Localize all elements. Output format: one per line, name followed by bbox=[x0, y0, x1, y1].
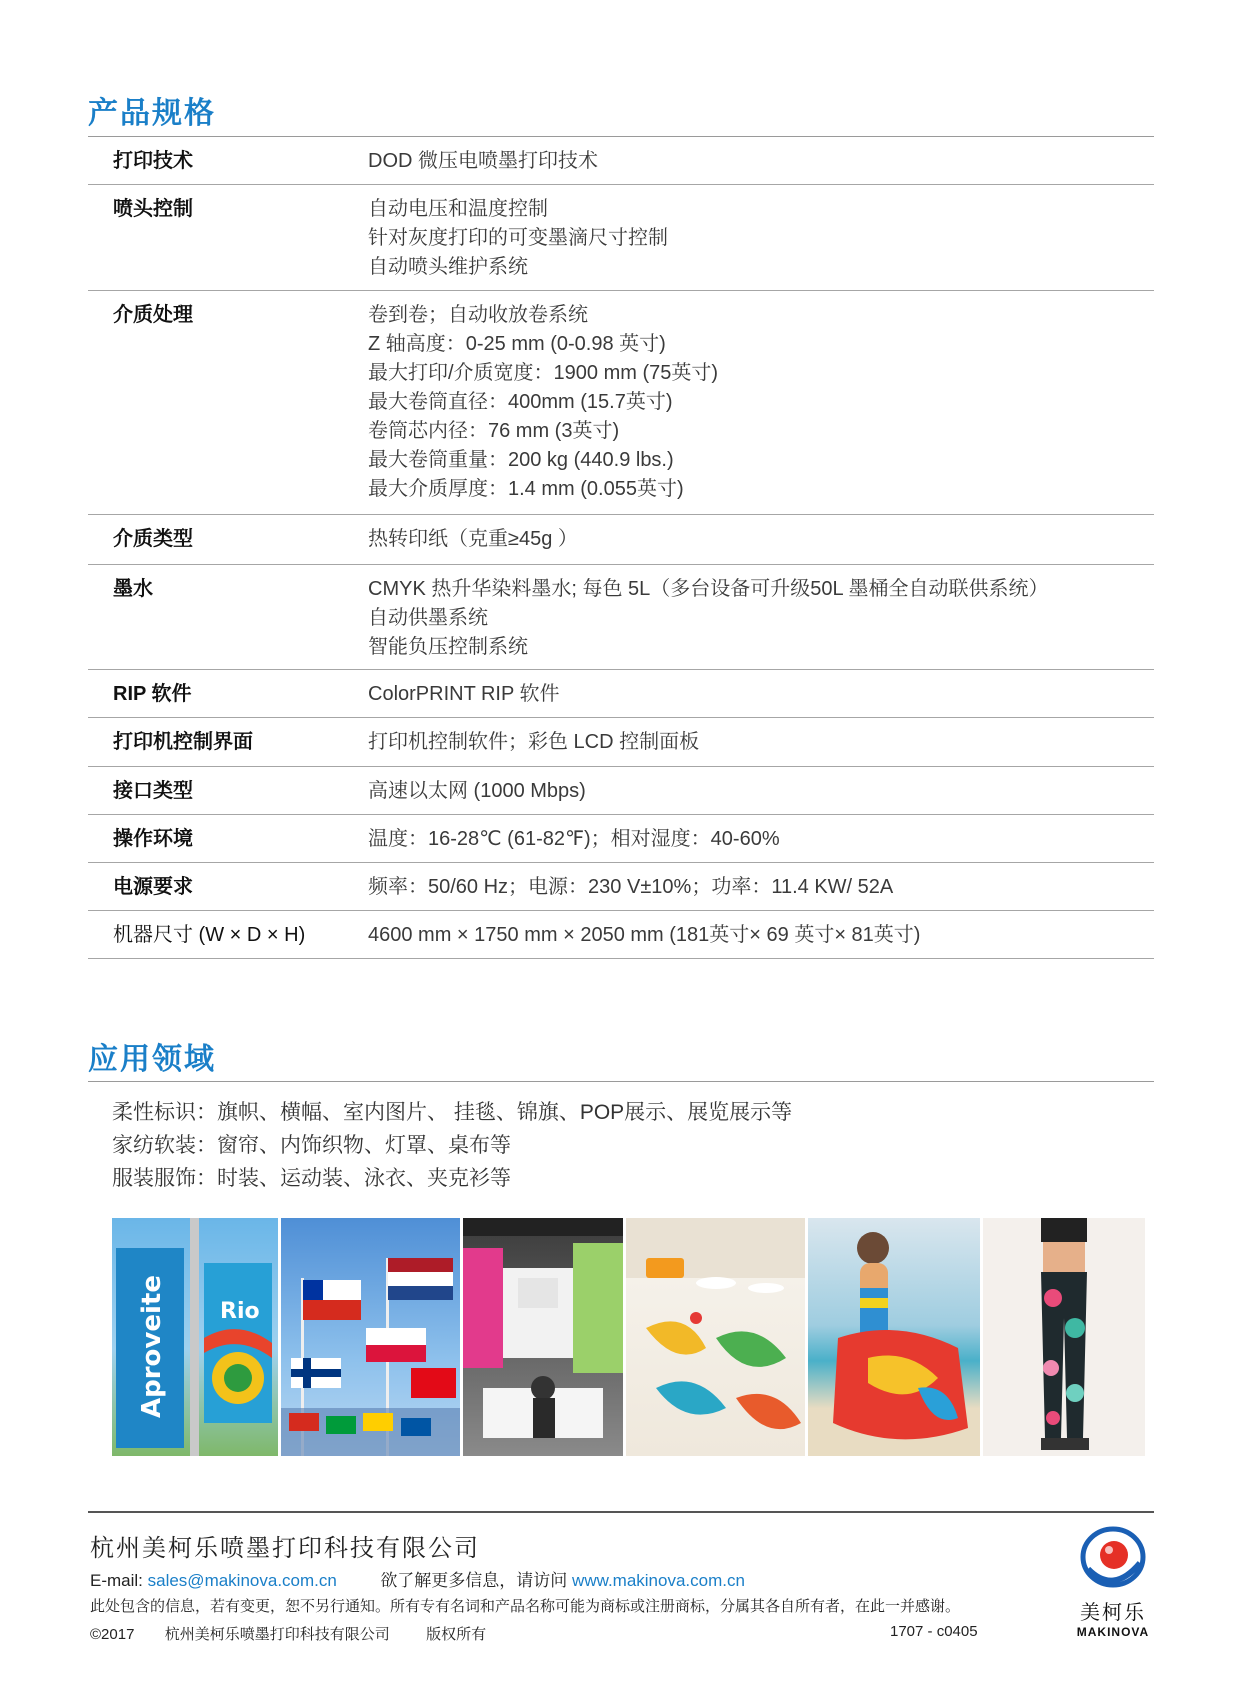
spec-values bbox=[368, 825, 1154, 862]
spec-values bbox=[368, 575, 1154, 669]
spec-label: 操作环境 bbox=[113, 828, 193, 850]
spec-value: 卷到卷；自动收放卷系统 bbox=[368, 304, 588, 326]
logo-icon bbox=[1078, 1525, 1148, 1589]
specs-title: 产品规格 bbox=[88, 97, 216, 130]
spec-label: 打印技术 bbox=[113, 150, 193, 172]
disclaimer: 此处包含的信息，若有变更，恕不另行通知。所有专有名词和产品名称可能为商标或注册商标，分属其各自所有者，在此一并感谢。 bbox=[90, 1598, 961, 1615]
spec-row bbox=[88, 565, 1154, 670]
spec-value: 最大卷筒直径：400mm (15.7英寸) bbox=[368, 391, 673, 413]
banner-text-left: Aproveite bbox=[137, 1275, 167, 1418]
banner-illustration bbox=[112, 1218, 278, 1456]
email-link[interactable]: sales@makinova.com.cn bbox=[147, 1571, 337, 1590]
spec-value: CMYK 热升华染料墨水; 每色 5L（多台设备可升级50L 墨桶全自动联供系统） bbox=[368, 578, 1049, 600]
spec-table bbox=[88, 137, 1154, 959]
spec-values bbox=[368, 301, 1154, 514]
spec-value: 自动喷头维护系统 bbox=[368, 256, 528, 278]
spec-label: 喷头控制 bbox=[113, 198, 193, 220]
spec-label: 打印机控制界面 bbox=[113, 731, 253, 753]
spec-values bbox=[368, 921, 1154, 958]
logo-text-en: MAKINOVA bbox=[1076, 1625, 1150, 1639]
spec-value: 针对灰度打印的可变墨滴尺寸控制 bbox=[368, 227, 668, 249]
contact-line bbox=[90, 1566, 745, 1591]
photo-leggings bbox=[983, 1218, 1145, 1456]
spec-row bbox=[88, 670, 1154, 718]
spec-row bbox=[88, 515, 1154, 565]
more-info-text: 欲了解更多信息，请访问 bbox=[380, 1571, 573, 1590]
spec-label: 介质类型 bbox=[113, 528, 193, 550]
spec-values bbox=[368, 195, 1154, 290]
application-item: 柔性标识：旗帜、横幅、室内图片、 挂毯、锦旗、POP展示、展览展示等 bbox=[112, 1101, 793, 1124]
spec-value: DOD 微压电喷墨打印技术 bbox=[368, 150, 598, 172]
copyright-year: ©2017 bbox=[90, 1626, 135, 1643]
spec-label: 墨水 bbox=[113, 578, 153, 600]
application-list bbox=[112, 1096, 792, 1195]
copyright-company: 杭州美柯乐喷墨打印科技有限公司 bbox=[164, 1626, 390, 1643]
photo-tablecloth bbox=[626, 1218, 805, 1456]
document-code: 1707 - c0405 bbox=[890, 1623, 978, 1640]
spec-value: ColorPRINT RIP 软件 bbox=[368, 683, 560, 705]
footer-rule bbox=[88, 1511, 1154, 1513]
spec-label: 介质处理 bbox=[113, 304, 193, 326]
copyright-line bbox=[90, 1623, 990, 1644]
website-link[interactable]: www.makinova.com.cn bbox=[572, 1571, 745, 1590]
company-name: 杭州美柯乐喷墨打印科技有限公司 bbox=[90, 1535, 480, 1562]
application-item: 服装服饰：时装、运动装、泳衣、夹克衫等 bbox=[112, 1167, 511, 1190]
spec-value: 最大卷筒重量：200 kg (440.9 lbs.) bbox=[368, 449, 674, 471]
spec-value: Z 轴高度：0-25 mm (0-0.98 英寸) bbox=[368, 333, 666, 355]
spec-value: 高速以太网 (1000 Mbps) bbox=[368, 780, 586, 802]
spec-value: 热转印纸（克重≥45g ） bbox=[368, 528, 578, 550]
spec-row bbox=[88, 137, 1154, 185]
spec-value: 4600 mm × 1750 mm × 2050 mm (181英寸× 69 英寸× 81英寸) bbox=[368, 924, 921, 946]
makinova-logo bbox=[1068, 1525, 1158, 1639]
spec-values bbox=[368, 777, 1154, 814]
copyright-rights: 版权所有 bbox=[426, 1626, 487, 1643]
spec-value: 智能负压控制系统 bbox=[368, 636, 528, 658]
spec-values bbox=[368, 147, 1154, 184]
spec-value: 自动供墨系统 bbox=[368, 607, 488, 629]
spec-values bbox=[368, 680, 1154, 717]
applications-rule bbox=[88, 1081, 1154, 1082]
email-label: E-mail: bbox=[90, 1571, 148, 1590]
applications-title: 应用领域 bbox=[88, 1043, 216, 1076]
spec-value: 最大介质厚度：1.4 mm (0.055英寸) bbox=[368, 478, 684, 500]
spec-row bbox=[88, 815, 1154, 863]
spec-row bbox=[88, 291, 1154, 515]
spec-label: RIP 软件 bbox=[113, 683, 192, 705]
spec-row bbox=[88, 185, 1154, 291]
spec-row bbox=[88, 767, 1154, 815]
spec-value: 卷筒芯内径：76 mm (3英寸) bbox=[368, 420, 620, 442]
spec-value: 温度：16-28℃ (61-82℉)；相对湿度：40-60% bbox=[368, 828, 780, 850]
logo-text-cn: 美柯乐 bbox=[1080, 1602, 1146, 1624]
spec-values bbox=[368, 873, 1154, 910]
spec-label: 电源要求 bbox=[113, 876, 193, 898]
spec-label: 机器尺寸 (W × D × H) bbox=[113, 924, 306, 946]
spec-label: 接口类型 bbox=[113, 780, 193, 802]
photo-flags bbox=[281, 1218, 460, 1456]
photo-swimwear bbox=[808, 1218, 980, 1456]
spec-values bbox=[368, 728, 1154, 766]
spec-value: 打印机控制软件；彩色 LCD 控制面板 bbox=[368, 731, 700, 753]
spec-values bbox=[368, 525, 1154, 564]
spec-value: 频率：50/60 Hz；电源：230 V±10%；功率：11.4 KW/ 52A bbox=[368, 876, 894, 898]
application-item: 家纺软装：窗帘、内饰织物、灯罩、桌布等 bbox=[112, 1134, 511, 1157]
photo-exhibition bbox=[463, 1218, 623, 1456]
spec-row bbox=[88, 718, 1154, 767]
spec-value: 最大打印/介质宽度：1900 mm (75英寸) bbox=[368, 362, 719, 384]
spec-row bbox=[88, 911, 1154, 959]
banner-text-right: Rio bbox=[220, 1299, 260, 1324]
application-photo-strip bbox=[112, 1218, 1145, 1456]
spec-value: 自动电压和温度控制 bbox=[368, 198, 548, 220]
photo-banners bbox=[112, 1218, 278, 1456]
spec-row bbox=[88, 863, 1154, 911]
